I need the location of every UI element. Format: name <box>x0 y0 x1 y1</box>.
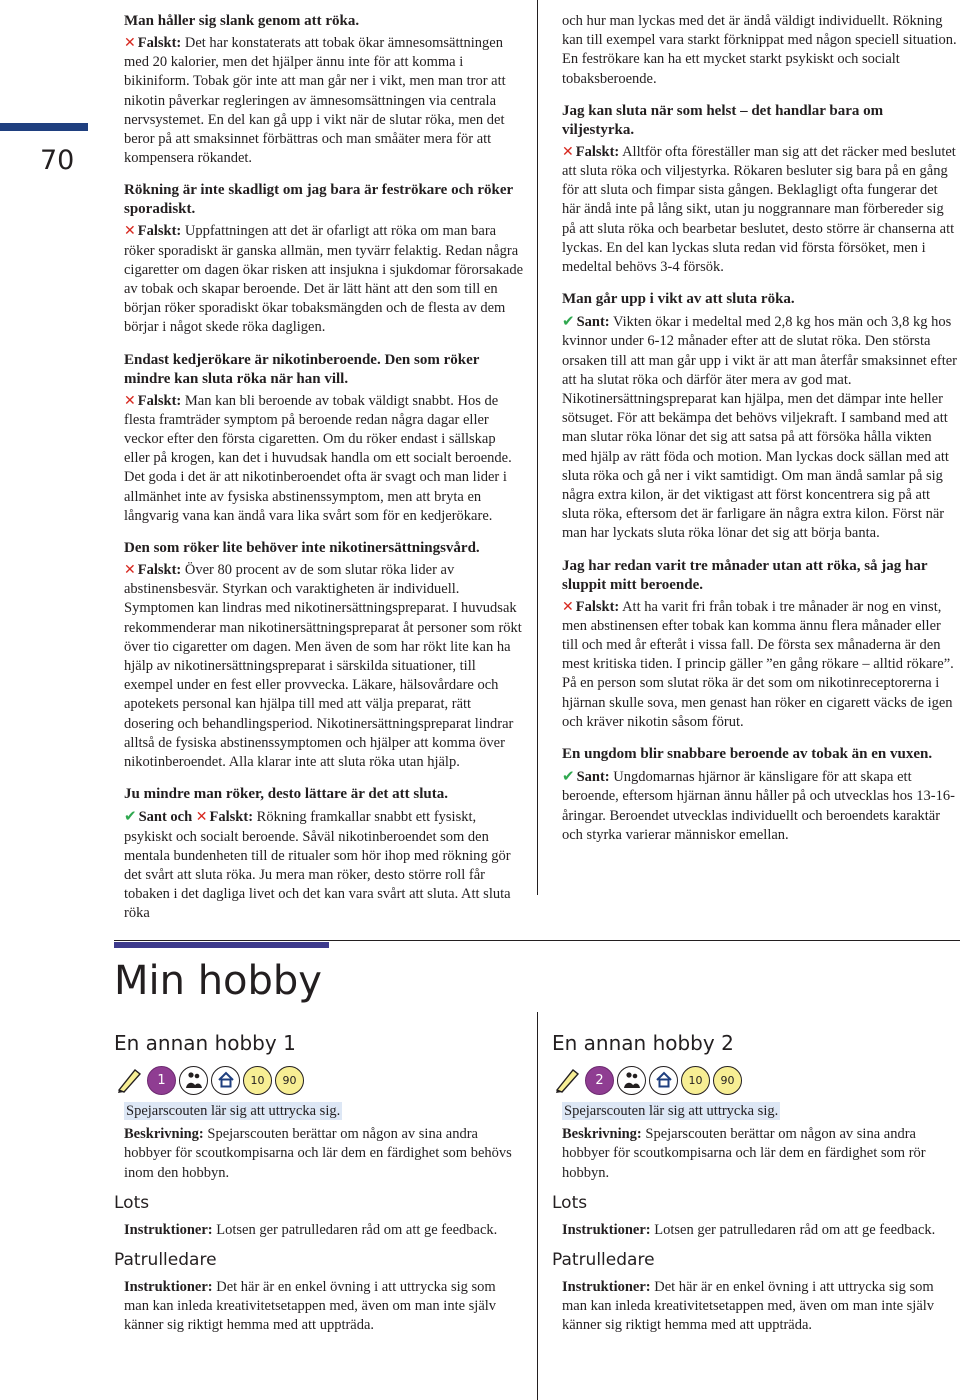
true-check-icon: ✔ <box>562 312 575 331</box>
lots-heading: Lots <box>552 1192 588 1213</box>
lots-instructions: Instruktioner: Lotsen ger patrulledaren råd om att ge feedback. <box>124 1221 498 1238</box>
section-accent-bar <box>114 942 329 948</box>
section-divider <box>114 940 960 941</box>
patrulledare-heading: Patrulledare <box>552 1250 655 1271</box>
home-icon <box>211 1066 240 1095</box>
myth-answer: ✕ Falskt: Alltför ofta föreställer man sig att det räcker med beslutet att sluta röka och viljestyrka. Rökaren besluter sig bara på en gång för att sluta och fimpar sista gången. Beklagligt ofta fungerar det här ändå inte på lång sikt, utan ju noggrannare man förbereder sig på att sluta röka och bearbetar beslutet, desto större är chanserna att lyckas. En del kan lyckas sluta redan vid första försöket, men i medeltal behövs 3-4 försök. <box>562 143 956 276</box>
lots-instructions: Instruktioner: Lotsen ger patrulledaren råd om att ge feedback. <box>562 1221 936 1238</box>
true-check-icon: ✔ <box>562 767 575 786</box>
myth-heading: Man går upp i vikt av att sluta röka. <box>562 291 795 308</box>
myth-answer: ✔ Sant: Ungdomarnas hjärnor är känsligare för att skapa ett beroende, eftersom hjärnan ännu håller på och utvecklas hos 13-16-åringar. Beroendet utvecklas individuellt och beroendets karaktär och styrka varierar människor emellan. <box>562 767 955 843</box>
hobby-card-2 <box>552 1028 952 1340</box>
patrulledare-heading: Patrulledare <box>114 1250 217 1271</box>
duration-10-icon: 10 <box>681 1066 710 1095</box>
false-x-icon: ✕ <box>124 35 136 51</box>
myth-heading: Jag kan sluta när som helst – det handlar bara om viljestyrka. <box>562 102 884 138</box>
group-icon <box>617 1066 646 1095</box>
myth-answer: ✕ Falskt: Det har konstaterats att tobak ökar ämnesomsättningen med 20 kalorier, men det hjälper ännu inte för att komma i bikiniform. Tobak gör inte att man går ner i vikt, men man tror att nikotin påverkar regleringen av ämnesomsättningen via centrala nervsystemet. En del kan gå upp i vikt när de slutar röka, men det beror på att smaksinnet förbättras och man småäter mera för att kompensera rökandet. <box>124 35 506 167</box>
page-number-bar <box>0 123 88 131</box>
left-column <box>124 12 524 924</box>
myth-answer: ✔ Sant: Vikten ökar i medeltal med 2,8 kg hos män och 3,8 kg hos kvinnor under 6-12 månader efter att de slutat röka. Den största orsaken till att man går upp i vikt är att man återfår smaksinnet efter att ha slutat röka och därför äter mera av god mat. Nikotinersättningspreparat kan hjälpa, men det dämpar inte heller sötsuget. För att bekämpa det behövs viljekraft. I samband med att man slutar röka lönar det sig att satsa på att försöka hålla vikten med hjälp av rätt föda och motion. Man lyckas dock sällan med att sluta röka och gå ner i vikt samtidigt. Om man ändå samlar på sig några extra kilon, är det viktigast att först koncentrera sig på att sluta röka, eftersom det är farligare än några extra kilon. Först när man har lyckats sluta röka lönar det sig att börja banta. <box>562 312 957 542</box>
myth-answer: ✕ Falskt: Uppfattningen att det är ofarligt att röka om man bara röker sporadiskt är ganska allmän, men tyvärr felaktig. Redan några cigaretter om dagen ökar risken att insjukna i sjukdomar förorsakade av tobak och skapar beroende. Det är lätt hänt att den som till en början röker sporadiskt ökar tobaksmängden och de flesta av dem börjar i något skede röka dagligen. <box>124 223 524 336</box>
false-x-icon: ✕ <box>124 392 136 409</box>
hobby-title: En annan hobby 1 <box>114 1031 296 1055</box>
hobby-icon-row <box>552 1064 952 1096</box>
hobby-body <box>114 1102 514 1336</box>
duration-10-icon: 10 <box>243 1066 272 1095</box>
patrulledare-instructions: Instruktioner: Det här är en enkel övning i att uttrycka sig som man kan inleda kreativitetsetappen med, även om man inte själv känner sig riktigt hemma med att uppträda. <box>562 1279 935 1334</box>
false-x-icon: ✕ <box>124 562 136 579</box>
patrulledare-instructions: Instruktioner: Det här är en enkel övning i att uttrycka sig som man kan inleda kreativitetsetappen med, även om man inte själv känner sig riktigt hemma med att uppträda. <box>124 1279 497 1334</box>
hobby-lead: Spejarscouten lär sig att uttrycka sig. <box>126 1103 341 1119</box>
myth-answer: ✕ Falskt: Att ha varit fri från tobak i tre månader är nog en vinst, men abstinensen efter tobak kan komma ännu flera månader eller till och med år efteråt i vissa fall. De första sex månaderna är den mest kritiska tiden. I princip gäller ”en gång rökare – alltid rökare”. På en person som slutat röka är det som om nikotinreceptorerna i hjärnan skulle sova, men genast han röker en cigarett väcks de igen och kräver nikotin såsom förut. <box>562 598 954 730</box>
hobby-icon-row <box>114 1064 514 1096</box>
false-x-icon: ✕ <box>195 809 208 826</box>
hobby-card-1 <box>114 1028 514 1340</box>
hobby-lead: Spejarscouten lär sig att uttrycka sig. <box>564 1103 779 1119</box>
myth-heading: Man håller sig slank genom att röka. <box>124 13 360 29</box>
hobby-title: En annan hobby 2 <box>552 1031 734 1055</box>
true-check-icon: ✔ <box>124 807 137 826</box>
hobby-column-divider <box>537 1012 538 1400</box>
page-number: 70 <box>40 145 75 176</box>
myth-heading: Den som röker lite behöver inte nikotinersättningsvård. <box>124 540 480 557</box>
pen-icon <box>552 1066 582 1095</box>
myth-answer: ✕ Falskt: Man kan bli beroende av tobak väldigt snabbt. Hos de flesta framträder symptom på beroende redan några dagar eller veckor efter den första cigaretten. Om du röker endast i sällskap eller på krogen, kan det i huvudsak handla om ett socialt beroende. Det goda i det är att nikotinberoendet ofta är svagt och man lider i allmänhet inte av fysiska abstinenssymptom, men att bryta en långvarig vana kan ändå vara lika svårt som för en kedjerökare. <box>124 392 512 524</box>
duration-90-icon: 90 <box>275 1066 304 1095</box>
myth-heading: Jag har redan varit tre månader utan att röka, så jag har sluppit mitt beroende. <box>562 557 928 593</box>
home-icon <box>649 1066 678 1095</box>
false-x-icon: ✕ <box>124 223 136 240</box>
false-x-icon: ✕ <box>562 143 574 160</box>
myth-heading: Rökning är inte skadligt om jag bara är feströkare och röker sporadiskt. <box>124 182 513 218</box>
hobby-description: Beskrivning: Spejarscouten berättar om någon av sina andra hobbyer för scoutkompisarna och lär dem en färdighet som behövs inom den hobbyn. <box>124 1126 512 1181</box>
pen-icon <box>114 1066 144 1095</box>
myth-answer: ✕ Falskt: Över 80 procent av de som slutar röka lider av abstinensbesvär. Styrkan och varaktigheten är individuell. Symptomen kan lindras med nikotinersättningspreparat. I huvudsak rekommenderar man nikotinersättningspreparat åt personer som rökt över tio cigaretter om dagen. Men även de som har rökt lite kan ha hjälp av nikotinersättningspreparat i särskilda situationer, till exempel under en fest eller provvecka. Läkare, hälsovårdare och apotekets personal kan hjälpa till med att välja preparat, rätt dosering och behandlingsperiod. Nikotinersättningspreparat lindrar alltså de fysiska abstinenssymptomen och hjälper att komma över nikotinberoendet. Alla klarar inte att sluta röka utan hjälp. <box>124 562 522 771</box>
level-badge-icon: 2 <box>585 1066 614 1095</box>
myth-heading: Ju mindre man röker, desto lättare är det att sluta. <box>124 786 449 803</box>
duration-90-icon: 90 <box>713 1066 742 1095</box>
hobby-description: Beskrivning: Spejarscouten berättar om någon av sina andra hobbyer för scoutkompisarna och lär dem en färdighet som rör hobbyn. <box>562 1126 926 1181</box>
lots-heading: Lots <box>114 1192 150 1213</box>
false-x-icon: ✕ <box>562 598 574 615</box>
column-divider <box>537 0 538 895</box>
myth-heading: Endast kedjerökare är nikotinberoende. Den som röker mindre kan sluta röka när han vill. <box>124 351 480 387</box>
group-icon <box>179 1066 208 1095</box>
right-column <box>562 12 958 845</box>
section-title: Min hobby <box>114 958 322 1004</box>
continued-paragraph: och hur man lyckas med det är ändå väldigt individuellt. Rökning kan till exempel vara starkt förknippat med någon speciell situation. En feströkare kan ha ett mycket starkt psykiskt och socialt tobaksberoende. <box>562 13 957 87</box>
level-badge-icon: 1 <box>147 1066 176 1095</box>
myth-heading: En ungdom blir snabbare beroende av tobak än en vuxen. <box>562 746 933 763</box>
myth-answer: ✔ Sant och ✕ Falskt: Rökning framkallar snabbt ett fysiskt, psykiskt och socialt beroende. Såväl nikotinberoendet som den mentala bundenheten till de ritualer som hör ihop med rökning gör det svårt att sluta röka. Ju mera man röker, desto större roll får tobaken i det dagliga livet och det kan vara svårt att sluta. Att sluta röka <box>124 807 511 922</box>
hobby-body <box>552 1102 952 1336</box>
